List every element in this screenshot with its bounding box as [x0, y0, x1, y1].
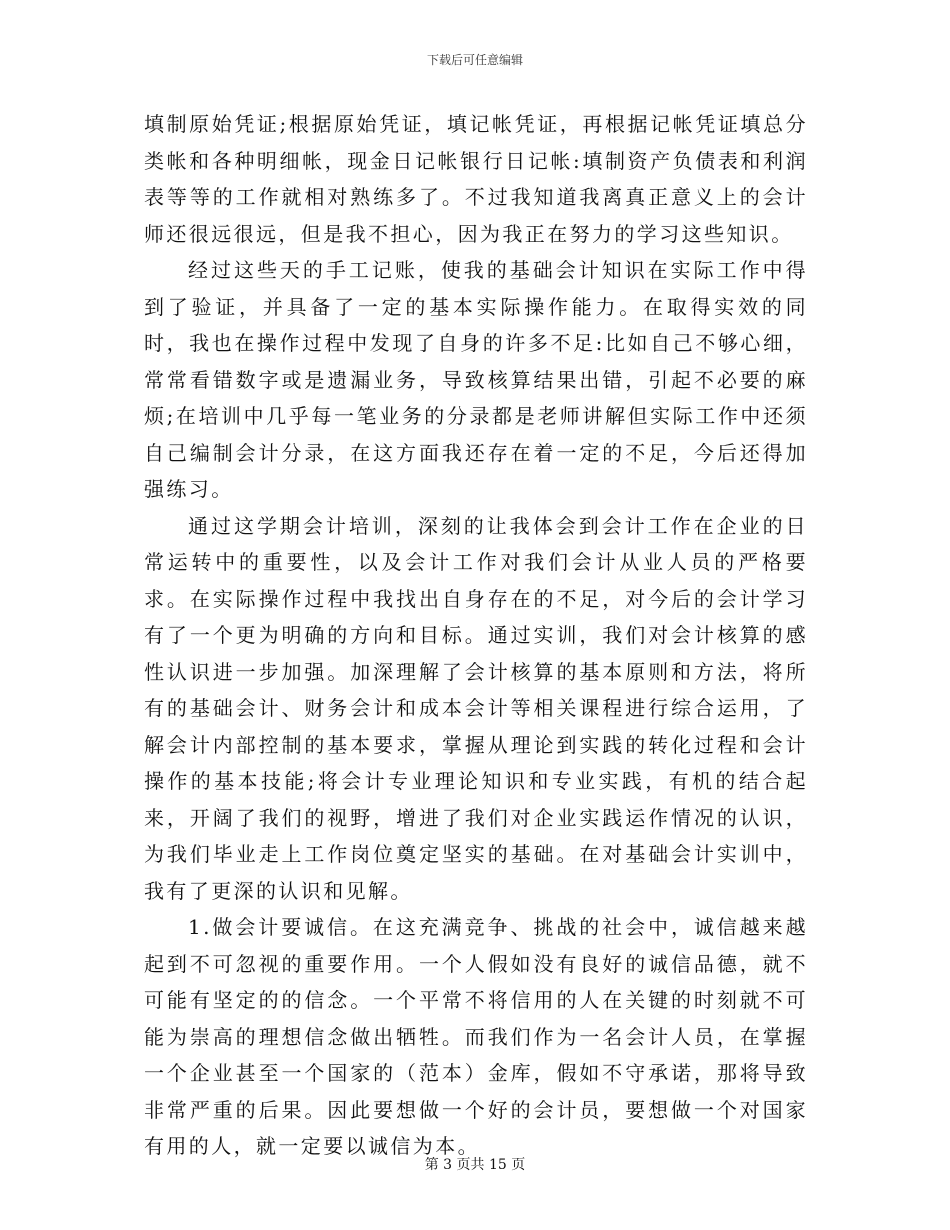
page-number-footer: 第 3 页共 15 页: [424, 1157, 526, 1173]
paragraph-integrity-point: 1.做会计要诚信。在这充满竞争、挑战的社会中，诚信越来越起到不可忽视的重要作用。一个人假如没有良好的诚信品德，就不可能有坚定的的信念。一个平常不将信用的人在关键的时刻就不可能为崇高的理想信念做出牺牲。而我们作为一名会计人员，在掌握一个企业甚至一个国家的（范本）金库，假如不守承诺，那将导致非常严重的后果。因此要想做一个好的会计员，要想做一个对国家有用的人，就一定要以诚信为本。: [144, 915, 808, 1158]
paragraph-manual-bookkeeping: 经过这些天的手工记账，使我的基础会计知识在实际工作中得到了验证，并具备了一定的基本实际操作能力。在取得实效的同时，我也在操作过程中发现了自身的许多不足:比如自己不够心细，常常看错数字或是遗漏业务，导致核算结果出错，引起不必要的麻烦;在培训中几乎每一笔业务的分录都是老师讲解但实际工作中还须自己编制会计分录，在这方面我还存在着一定的不足，今后还得加强练习。: [144, 258, 808, 501]
paragraph-training-reflection: 通过这学期会计培训，深刻的让我体会到会计工作在企业的日常运转中的重要性，以及会计工作对我们会计从业人员的严格要求。在实际操作过程中我找出自身存在的不足，对今后的会计学习有了一个更为明确的方向和目标。通过实训，我们对会计核算的感性认识进一步加强。加深理解了会计核算的基本原则和方法，将所有的基础会计、财务会计和成本会计等相关课程进行综合运用，了解会计内部控制的基本要求，掌握从理论到实践的转化过程和会计操作的基本技能;将会计专业理论知识和专业实践，有机的结合起来，开阔了我们的视野，增进了我们对企业实践运作情况的认识，为我们毕业走上工作岗位奠定坚实的基础。在对基础会计实训中，我有了更深的认识和见解。: [144, 513, 808, 903]
page-header: 下载后可任意编辑: [426, 53, 523, 67]
paragraph-continued: 填制原始凭证;根据原始凭证，填记帐凭证，再根据记帐凭证填总分类帐和各种明细帐，现金日记帐银行日记帐:填制资产负债表和利润表等等的工作就相对熟练多了。不过我知道我离真正意义上的会计师还很远很远，但是我不担心，因为我正在努力的学习这些知识。: [144, 112, 808, 246]
document-body: [144, 106, 808, 1165]
